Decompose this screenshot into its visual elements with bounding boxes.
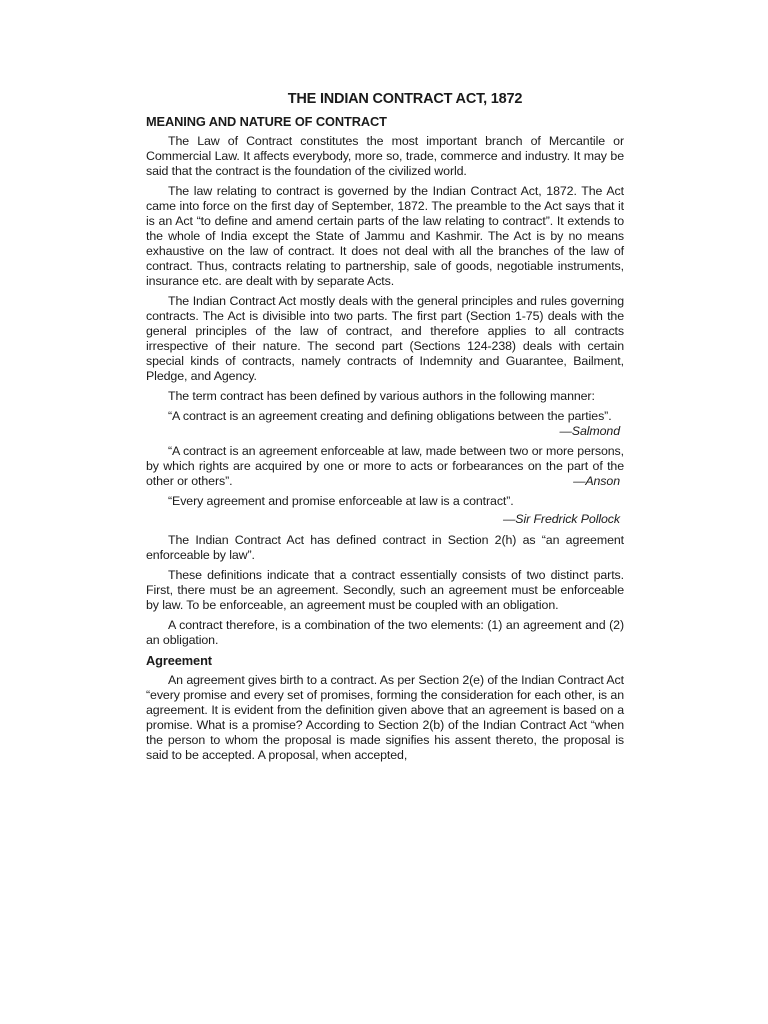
paragraph-governing-act: The law relating to contract is governed by the Indian Contract Act, 1872. The Act came into force on the first day of September, 1872. The preamble to the Act says that it is an Act “to define and amend certain parts of the law relating to contract”. It extends to the whole of India except the State of Jammu and Kashmir. The Act is by no means exhaustive on the law of contract. It does not deal with all the branches of the law of contract. Thus, contracts relating to partnership, sale of goods, negotiable instruments, insurance etc. are dealt with by separate Acts.: [146, 184, 624, 288]
paragraph-two-parts: These definitions indicate that a contract essentially consists of two distinct parts. First, there must be an agreement. Secondly, such an agreement must be enforceable by law. To be enforceable, an agreement must be coupled with an obligation.: [146, 568, 624, 612]
quote-author: —Sir Fredrick Pollock: [502, 512, 620, 526]
quote-text: “A contract is an agreement creating and defining obligations between the parties”.: [168, 409, 612, 423]
quote-salmond: [146, 409, 624, 439]
quote-text: “Every agreement and promise enforceable at law is a contract”.: [168, 494, 514, 508]
paragraph-general-principles: The Indian Contract Act mostly deals with the general principles and rules governing contracts. The Act is divisible into two parts. The first part (Section 1-75) deals with the general principles of the law of contract, and therefore applies to all contracts irrespective of their nature. The second part (Sections 124-238) deals with certain special kinds of contracts, namely contracts of Indemnity and Guarantee, Bailment, Pledge, and Agency.: [146, 294, 624, 383]
section-heading: MEANING AND NATURE OF CONTRACT: [146, 114, 387, 129]
paragraph-agreement: An agreement gives birth to a contract. As per Section 2(e) of the Indian Contract Act “every promise and every set of promises, forming the consideration for each other, is an agreement. It is evident from the definition given above that an agreement is based on a promise. What is a promise? According to Section 2(b) of the Indian Contract Act “when the person to whom the proposal is made signifies his assent thereto, the proposal is said to be accepted. A proposal, when accepted,: [146, 673, 624, 762]
paragraph-law-of-contract: The Law of Contract constitutes the most important branch of Mercantile or Commercial Law. It affects everybody, more so, trade, commerce and industry. It may be said that the contract is the foundation of the civilized world.: [146, 134, 624, 178]
quote-text: “A contract is an agreement enforceable at law, made between two or more persons, by which rights are acquired by one or more to acts or forbearances on the part of the other or others”.: [146, 444, 624, 488]
quote-author: —Salmond: [559, 424, 620, 438]
paragraph-combination: A contract therefore, is a combination of the two elements: (1) an agreement and (2) an obligation.: [146, 618, 624, 647]
quote-author: —Anson: [573, 474, 620, 488]
paragraph-section-2h: The Indian Contract Act has defined contract in Section 2(h) as “an agreement enforceable by law”.: [146, 533, 624, 562]
paragraph-definitions-intro: The term contract has been defined by various authors in the following manner:: [168, 389, 595, 403]
quote-anson: [146, 444, 624, 489]
quote-pollock: [146, 494, 624, 509]
document-title: THE INDIAN CONTRACT ACT, 1872: [287, 91, 523, 107]
document-page: [146, 90, 624, 768]
agreement-heading: Agreement: [146, 653, 212, 668]
